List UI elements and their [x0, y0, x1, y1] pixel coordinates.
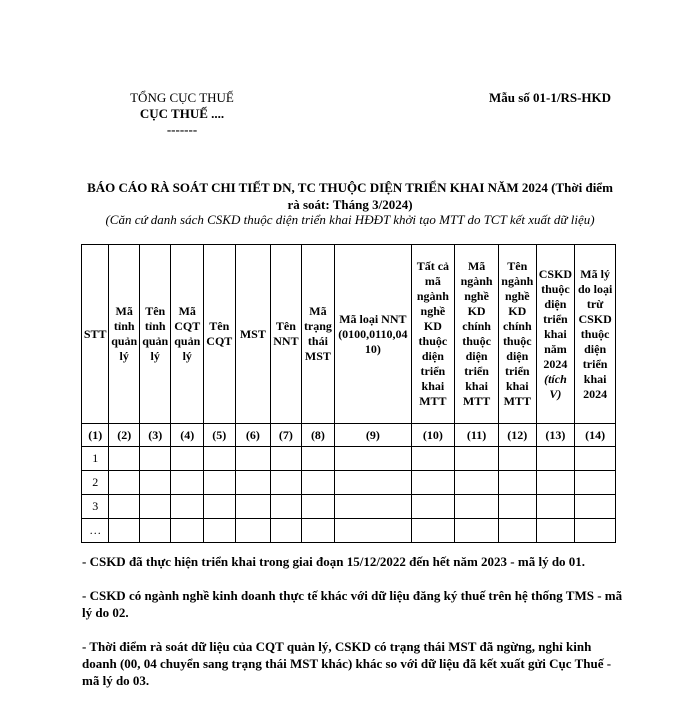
- header-all-business-codes: Tất cả mã ngành nghề KD thuộc diện triển khai MTT: [411, 245, 455, 424]
- table-cell: [335, 495, 411, 519]
- table-cell: [455, 519, 499, 543]
- header-taxpayer-type: Mã loại NNT (0100,0110,0410): [335, 245, 411, 424]
- table-cell: [455, 495, 499, 519]
- notes-section: [82, 553, 627, 706]
- table-cell: [575, 471, 616, 495]
- report-table: [81, 244, 616, 543]
- table-cell: [271, 495, 302, 519]
- table-cell: [536, 471, 575, 495]
- table-cell: [139, 471, 171, 495]
- table-cell: [498, 471, 536, 495]
- table-cell: [301, 519, 335, 543]
- table-cell: [235, 447, 271, 471]
- table-cell: [139, 519, 171, 543]
- table-row: [82, 519, 616, 543]
- header-mst: MST: [235, 245, 271, 424]
- header-tax-office-name: Tên CQT: [204, 245, 236, 424]
- note-reason-02: - CSKD có ngành nghề kinh doanh thực tế khác với dữ liệu đăng ký thuế trên hệ thống TMS - mã lý do 02.: [82, 588, 623, 620]
- row-stt: 2: [82, 471, 109, 495]
- table-cell: [455, 471, 499, 495]
- table-cell: [139, 495, 171, 519]
- table-cell: [235, 471, 271, 495]
- table-cell: [204, 471, 236, 495]
- table-cell: [204, 519, 236, 543]
- header-mst-status: Mã trạng thái MST: [301, 245, 335, 424]
- table-cell: [335, 447, 411, 471]
- table-cell: [575, 495, 616, 519]
- org-line-department: CỤC THUẾ ....: [139, 106, 225, 121]
- col-number: (12): [498, 424, 536, 447]
- table-cell: [271, 447, 302, 471]
- table-cell: [498, 447, 536, 471]
- col-number: (5): [204, 424, 236, 447]
- table-cell: [171, 495, 204, 519]
- table-cell: [204, 495, 236, 519]
- col-number: (1): [82, 424, 109, 447]
- table-cell: [411, 495, 455, 519]
- table-cell: [301, 447, 335, 471]
- org-line-general-department: TỔNG CỤC THUẾ: [130, 90, 234, 105]
- table-cell: [171, 519, 204, 543]
- form-number: Mẫu số 01-1/RS-HKD: [488, 90, 612, 105]
- col-number: (13): [536, 424, 575, 447]
- header-exclusion-reason: Mã lý do loại trừ CSKD thuộc diện triển khai 2024: [575, 245, 616, 424]
- row-stt: 1: [82, 447, 109, 471]
- table-cell: [109, 447, 140, 471]
- table-cell: [171, 447, 204, 471]
- note-reason-01: - CSKD đã thực hiện triển khai trong giai đoạn 15/12/2022 đến hết năm 2023 - mã lý do 01.: [82, 554, 586, 569]
- note-reason-03: - Thời điểm rà soát dữ liệu của CQT quản lý, CSKD có trạng thái MST đã ngừng, nghỉ kinh doanh (00, 04 chuyển sang trạng thái MST khác) khác so với dữ liệu đã kết xuất gửi Cục Thuế - mã lý do 03.: [82, 639, 612, 688]
- col-number: (9): [335, 424, 411, 447]
- col-number: (6): [235, 424, 271, 447]
- header-taxpayer-name: Tên NNT: [271, 245, 302, 424]
- header-cskd-2024-label: CSKD thuộc diện triển khai năm 2024: [538, 266, 573, 371]
- header-cskd-2024: [536, 245, 575, 424]
- col-number: (3): [139, 424, 171, 447]
- table-cell: [411, 447, 455, 471]
- table-cell: [455, 447, 499, 471]
- col-number: (7): [271, 424, 302, 447]
- table-cell: [235, 495, 271, 519]
- org-header: [112, 90, 252, 138]
- table-row: [82, 447, 616, 471]
- header-main-business-code: Mã ngành nghề KD chính thuộc diện triển khai MTT: [455, 245, 499, 424]
- col-number: (14): [575, 424, 616, 447]
- table-cell: [498, 495, 536, 519]
- col-number: (10): [411, 424, 455, 447]
- header-cskd-2024-mark: (tích V): [544, 371, 567, 401]
- header-province-code: Mã tỉnh quản lý: [109, 245, 140, 424]
- header-tax-office-code: Mã CQT quản lý: [171, 245, 204, 424]
- table-cell: [575, 447, 616, 471]
- table-cell: [139, 447, 171, 471]
- table-cell: [171, 471, 204, 495]
- table-cell: [335, 471, 411, 495]
- table-cell: [575, 519, 616, 543]
- table-cell: [335, 519, 411, 543]
- col-number: (8): [301, 424, 335, 447]
- table-cell: [536, 447, 575, 471]
- table-cell: [301, 495, 335, 519]
- table-cell: [109, 519, 140, 543]
- table-row: [82, 495, 616, 519]
- header-province-name: Tên tỉnh quản lý: [139, 245, 171, 424]
- table-cell: [411, 471, 455, 495]
- table-cell: [411, 519, 455, 543]
- table-cell: [271, 471, 302, 495]
- table-cell: [301, 471, 335, 495]
- table-cell: [204, 447, 236, 471]
- table-cell: [536, 519, 575, 543]
- report-subtitle: (Căn cứ danh sách CSKD thuộc diện triển khai HĐĐT khởi tạo MTT do TCT kết xuất dữ liệu): [105, 212, 595, 227]
- table-cell: [536, 495, 575, 519]
- table-cell: [109, 495, 140, 519]
- table-row: [82, 471, 616, 495]
- header-stt: STT: [82, 245, 109, 424]
- report-title: BÁO CÁO RÀ SOÁT CHI TIẾT DN, TC THUỘC DIỆN TRIỂN KHAI NĂM 2024 (Thời điểm rà soát: Tháng 3/2024): [87, 180, 613, 212]
- col-number: (4): [171, 424, 204, 447]
- col-number: (11): [455, 424, 499, 447]
- table-cell: [271, 519, 302, 543]
- col-number: (2): [109, 424, 140, 447]
- header-main-business-name: Tên ngành nghề KD chính thuộc diện triển khai MTT: [498, 245, 536, 424]
- row-stt: 3: [82, 495, 109, 519]
- table-cell: [498, 519, 536, 543]
- table-cell: [235, 519, 271, 543]
- table-cell: [109, 471, 140, 495]
- row-stt: …: [82, 519, 109, 543]
- org-dashes: -------: [166, 122, 198, 137]
